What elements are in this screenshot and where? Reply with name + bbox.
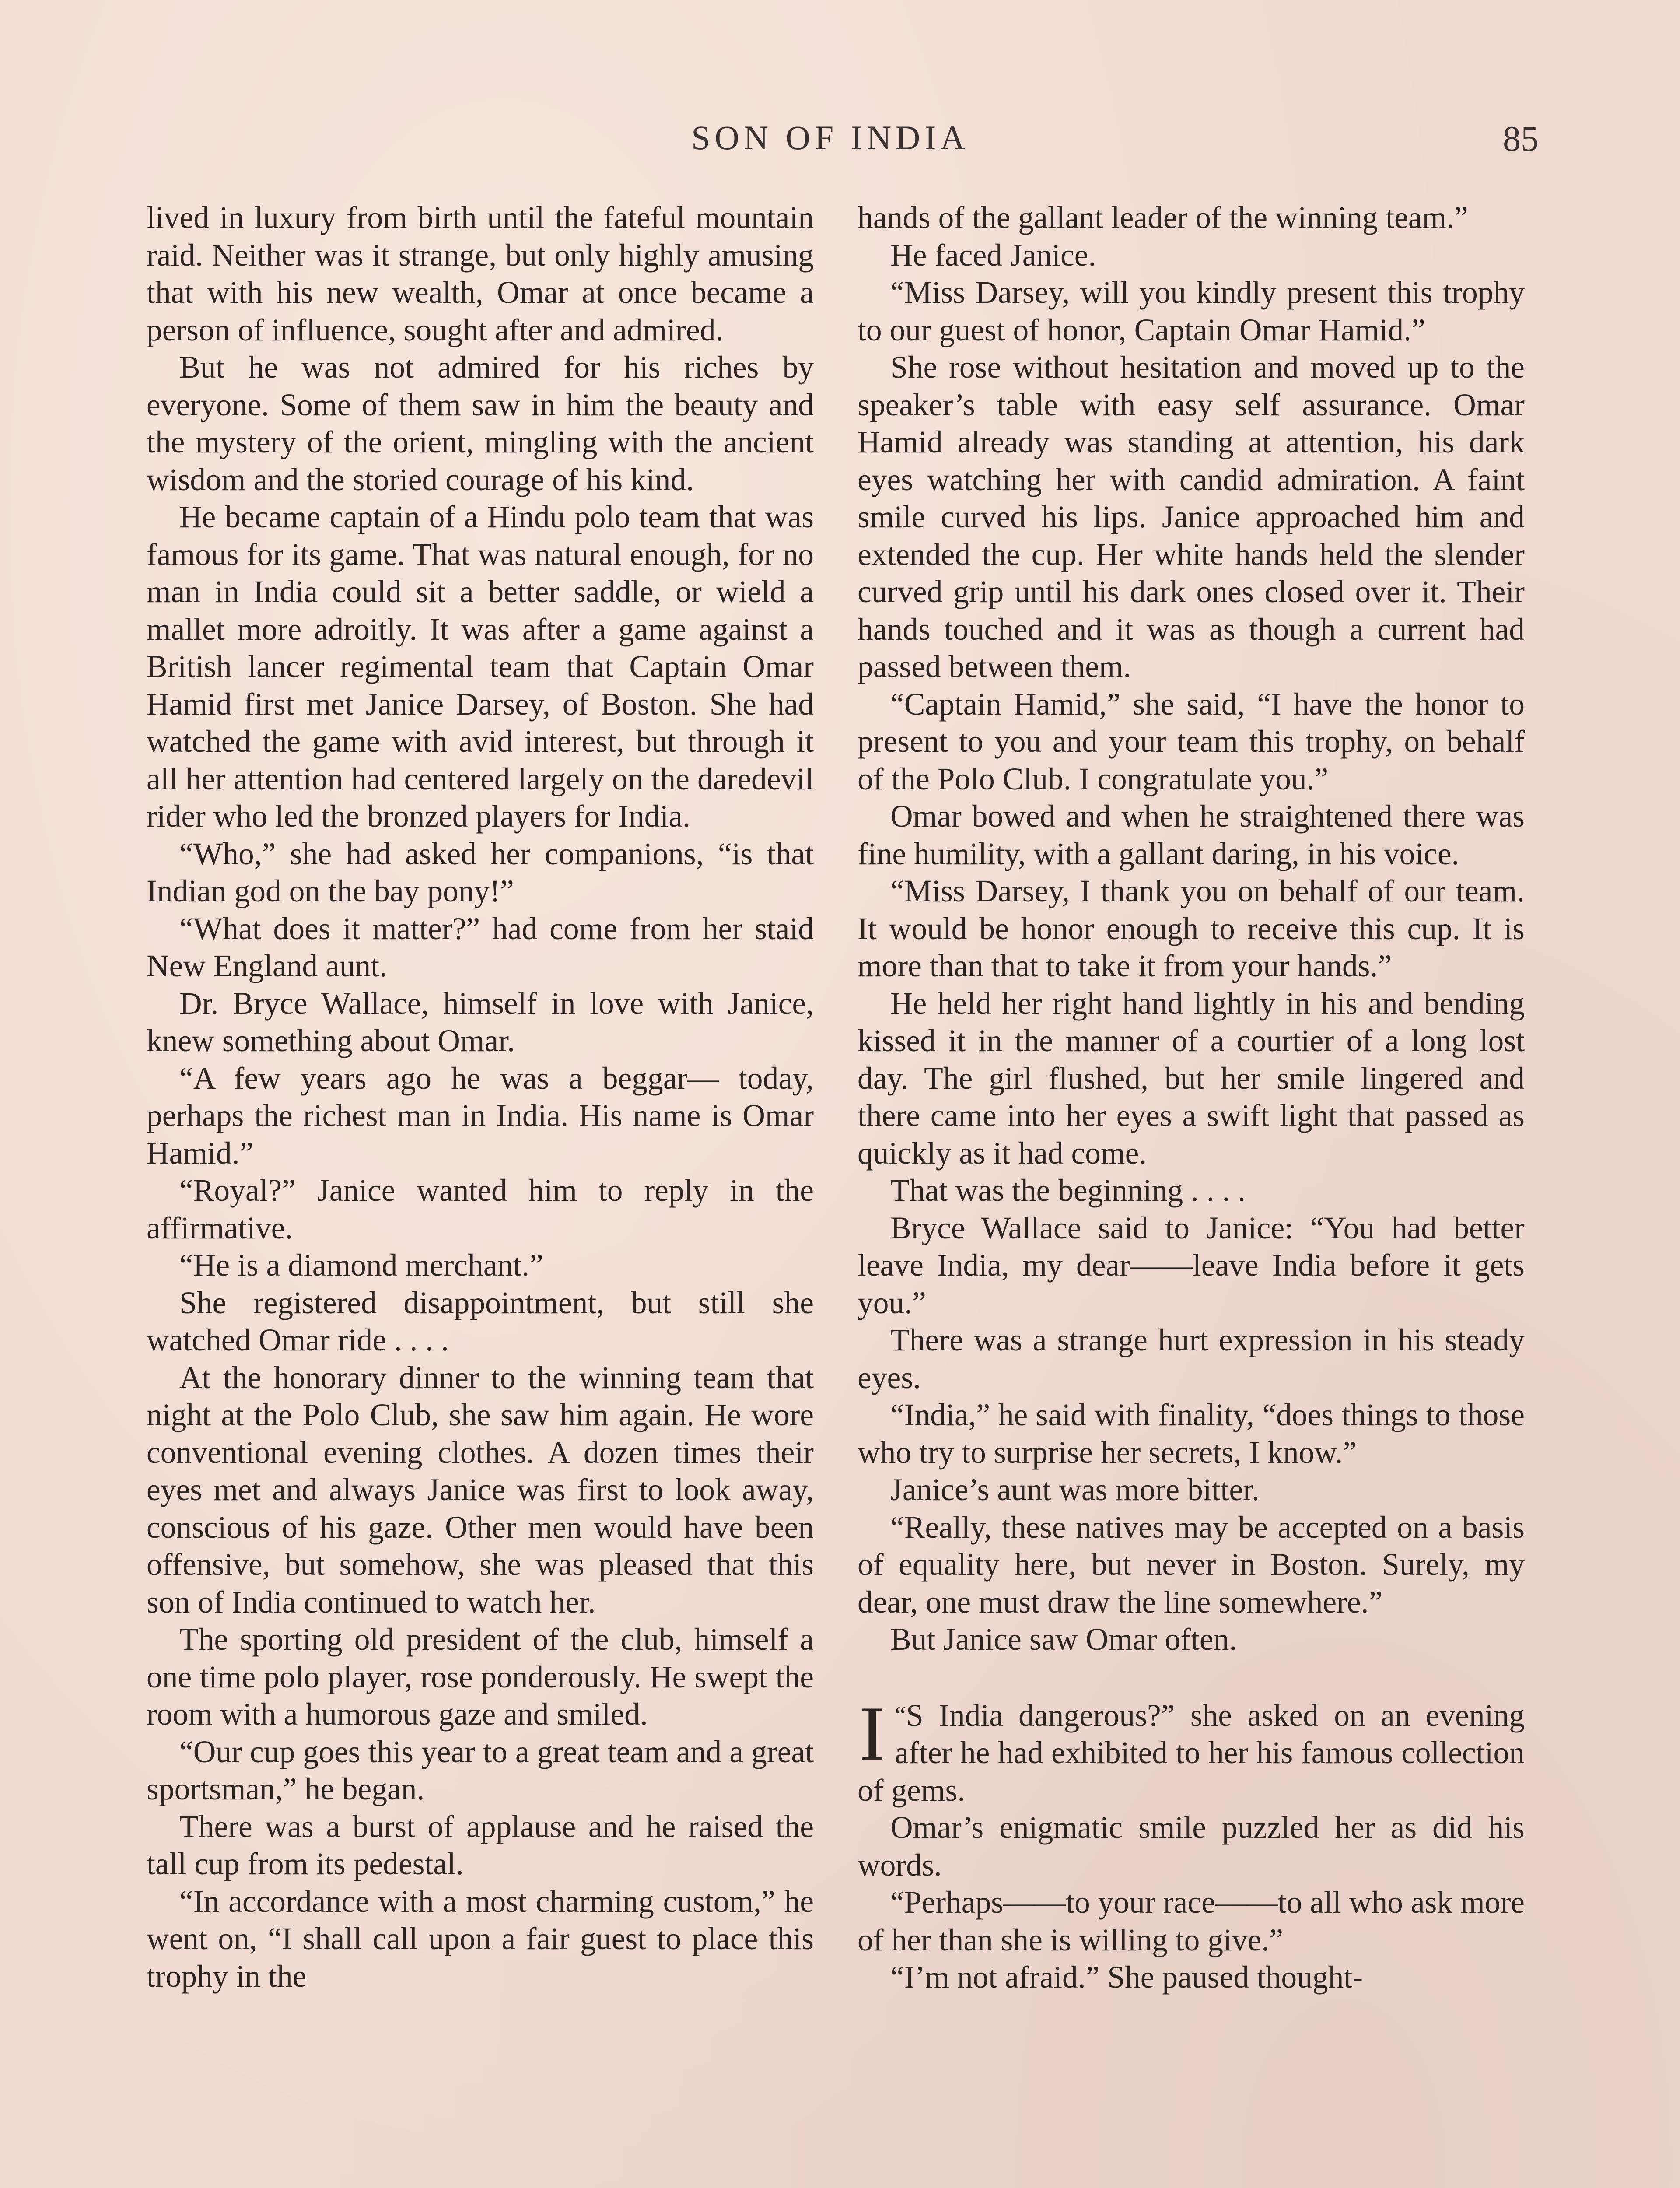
paragraph: She registered disappointment, but still she watched Omar ride . . . . (147, 1285, 814, 1357)
open-quote-mark: “ (895, 1701, 906, 1729)
paragraph: But he was not admired for his riches by everyone. Some of them saw in him the beauty and the mystery of the orient, mingling with the ancient wisdom and the storied courage of his kind. (147, 350, 814, 497)
paragraph: “What does it matter?” had come from her staid New England aunt. (147, 911, 814, 983)
paragraph: He became captain of a Hindu polo team that was famous for its game. That was natural enough, for no man in India could sit a better saddle, or wield a mallet more adroitly. It was after a game against a British lancer regimental team that Captain Omar Hamid first met Janice Darsey, of Boston. She had watched the game with avid interest, but through it all her attention had centered largely on the daredevil rider who led the bronzed players for India. (147, 500, 814, 834)
paragraph: She rose without hesitation and moved up to the speaker’s table with easy self assurance. Omar Hamid already was standing at attention, his dark eyes watching her with candid admiration. A faint smile curved his lips. Janice approached him and extended the cup. Her white hands held the slender curved grip until his dark ones closed over it. Their hands touched and it was as though a current had passed between them. (858, 350, 1525, 684)
paragraph: He held her right hand lightly in his and bending kissed it in the manner of a courtier of a long lost day. The girl flushed, but her smile lingered and there came into her eyes a swift light that passed as quickly as it had come. (858, 986, 1525, 1171)
right-column-top (858, 199, 1525, 1659)
paragraph: “India,” he said with finality, “does things to those who try to surprise her secrets, I know.” (858, 1398, 1525, 1470)
paragraph: Omar’s enigmatic smile puzzled her as did his words. (858, 1810, 1525, 1883)
paragraph: Janice’s aunt was more bitter. (890, 1473, 1260, 1507)
paragraph: The sporting old president of the club, himself a one time polo player, rose ponderously. He swept the room with a humorous gaze and smiled. (147, 1622, 814, 1732)
paragraph: “Royal?” Janice wanted him to reply in the affirmative. (147, 1173, 814, 1245)
paragraph: There was a strange hurt expression in his steady eyes. (858, 1323, 1525, 1395)
paragraph: Omar bowed and when he straightened there was fine humility, with a gallant daring, in his voice. (858, 799, 1525, 871)
paragraph: “He is a diamond merchant.” (179, 1248, 543, 1283)
page-header (0, 118, 1680, 171)
paragraph: “In accordance with a most charming custom,” he went on, “I shall call upon a fair guest to place this trophy in the (147, 1884, 814, 1994)
paragraph: lived in luxury from birth until the fateful mountain raid. Neither was it strange, but only highly amusing that with his new wealth, Omar at once became a person of influence, sought after and admired. (147, 200, 814, 347)
drop-cap-letter: I (859, 1690, 886, 1777)
paragraph: “Miss Darsey, will you kindly present this trophy to our guest of honor, Captain Omar Hamid.” (858, 275, 1525, 347)
paragraph: “A few years ago he was a beggar— today, perhaps the richest man in India. His name is Omar Hamid.” (147, 1061, 814, 1171)
paragraph: “Really, these natives may be accepted on a basis of equality here, but never in Boston. Surely, my dear, one must draw the line somewhere.” (858, 1510, 1525, 1620)
section-break (858, 1659, 1525, 1697)
paragraph: Dr. Bryce Wallace, himself in love with Janice, knew something about Omar. (147, 986, 814, 1058)
right-column (858, 199, 1525, 1996)
left-column (147, 199, 814, 1995)
running-title: SON OF INDIA (691, 119, 970, 157)
dropcap-paragraph (858, 1690, 1525, 1809)
paragraph: “Miss Darsey, I thank you on behalf of our team. It would be honor enough to receive this cup. It is more than that to take it from your hands.” (858, 874, 1525, 983)
paragraph: He faced Janice. (890, 238, 1096, 273)
dropcap-paragraph-text: S India dangerous?” she asked on an evening after he had exhibited to her his famous collection of gems. (858, 1698, 1525, 1808)
right-column-bottom (858, 1809, 1525, 1996)
paragraph: “I’m not afraid.” She paused thought- (890, 1960, 1363, 1995)
paragraph: But Janice saw Omar often. (890, 1622, 1237, 1657)
paragraph: There was a burst of applause and he raised the tall cup from its pedestal. (147, 1809, 814, 1881)
page-number: 85 (1503, 119, 1539, 158)
paragraph: At the honorary dinner to the winning team that night at the Polo Club, she saw him again. He wore conventional evening clothes. A dozen times their eyes met and always Janice was first to look away, conscious of his gaze. Other men would have been offensive, but somehow, she was pleased that this son of India continued to watch her. (147, 1360, 814, 1620)
paragraph: “Captain Hamid,” she said, “I have the honor to present to you and your team this trophy, on behalf of the Polo Club. I congratulate you.” (858, 687, 1525, 796)
paragraph: That was the beginning . . . . (890, 1173, 1246, 1208)
paragraph: “Who,” she had asked her companions, “is that Indian god on the bay pony!” (147, 836, 814, 908)
paragraph: Bryce Wallace said to Janice: “You had better leave India, my dear——leave India before it gets you.” (858, 1210, 1525, 1320)
paragraph: “Our cup goes this year to a great team and a great sportsman,” he began. (147, 1734, 814, 1806)
paragraph: “Perhaps——to your race——to all who ask more of her than she is willing to give.” (858, 1885, 1525, 1957)
paragraph: hands of the gallant leader of the winning team.” (858, 200, 1468, 235)
